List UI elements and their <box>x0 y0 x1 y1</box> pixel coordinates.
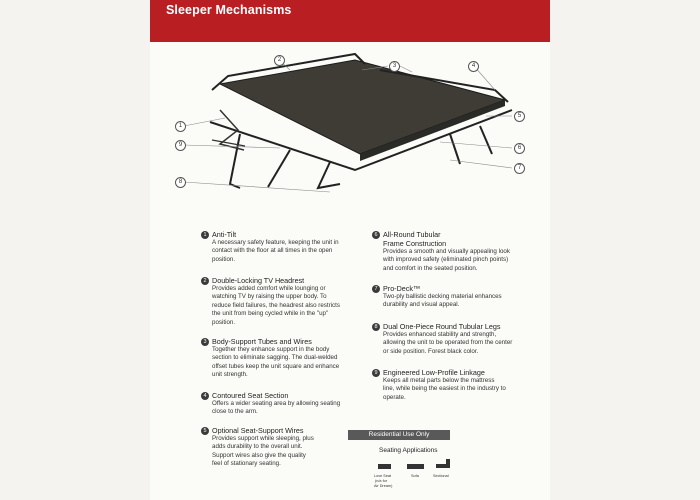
feature-title: Optional Seat-Support Wires <box>212 426 304 435</box>
sofa-icon <box>407 464 424 469</box>
diagram-callout-7: 7 <box>514 163 525 174</box>
feature-description: line, while being the easiest in the industry to <box>383 385 506 393</box>
diagram-callout-4: 4 <box>468 61 479 72</box>
sectional-icon-arm <box>446 459 450 468</box>
feature-title: Dual One-Piece Round Tubular Legs <box>383 322 501 331</box>
feature-description: allowing the unit to be operated from the center <box>383 339 513 347</box>
brochure-page <box>150 0 550 500</box>
seating-label-sofa: Sofa <box>411 474 419 478</box>
feature-description: Two-ply ballistic decking material enhances <box>383 293 502 300</box>
feature-pro-deck <box>372 284 542 310</box>
feature-contoured-seat-section <box>201 391 361 417</box>
feature-title: All-Round Tubular <box>383 230 441 239</box>
feature-description: A necessary safety feature, keeping the unit in <box>212 239 339 246</box>
feature-number: 2 <box>201 277 209 285</box>
feature-description: operate. <box>383 393 406 401</box>
feature-title: Contoured Seat Section <box>212 391 289 400</box>
diagram-callout-8: 8 <box>175 177 186 188</box>
diagram-callout-1: 1 <box>175 121 186 132</box>
feature-description: Support wires also give the quality <box>212 451 306 459</box>
feature-description: Keeps all metal parts below the mattress <box>383 377 495 384</box>
feature-number: 1 <box>201 231 209 239</box>
feature-body-support-tubes <box>201 337 361 380</box>
feature-description: watching TV by raising the upper body. To <box>212 293 327 301</box>
feature-description: Provides a smooth and visually appealing look <box>383 248 510 255</box>
loveseat-icon <box>378 464 391 469</box>
feature-description: close to the arm. <box>212 408 258 416</box>
feature-number: 3 <box>201 338 209 346</box>
feature-description: Provides support while sleeping, plus <box>212 435 314 442</box>
diagram-callout-3: 3 <box>389 61 400 72</box>
feature-description: the unit from being cycled while in the "up" <box>212 310 329 318</box>
feature-number: 7 <box>372 285 380 293</box>
diagram-callout-9: 9 <box>175 140 186 151</box>
sleeper-mechanism-illustration <box>150 42 550 212</box>
feature-all-round-tubular-frame <box>372 230 542 273</box>
feature-number: 4 <box>201 392 209 400</box>
feature-description: section to eliminate sagging. The dual-welded <box>212 354 338 362</box>
residential-use-bar: Residential Use Only <box>348 430 450 440</box>
feature-description: position. <box>212 318 236 326</box>
seating-applications-title: Seating Applications <box>379 447 438 454</box>
feature-number: 6 <box>372 231 380 239</box>
feature-description: contact with the floor at all times in the open <box>212 247 333 255</box>
seating-label-sectional: Sectional <box>433 474 449 478</box>
feature-title-line-2: Frame Construction <box>383 239 447 248</box>
feature-optional-seat-support-wires <box>201 426 361 469</box>
feature-description: reduce field failures, the headrest also restricts <box>212 301 340 309</box>
feature-description: durability and visual appeal. <box>383 301 460 309</box>
feature-number: 8 <box>372 323 380 331</box>
diagram-callout-2: 2 <box>274 55 285 66</box>
feature-description: with improved safety (eliminated pinch points) <box>383 256 509 264</box>
feature-description: position. <box>212 255 236 263</box>
feature-description: Together they enhance support in the body <box>212 346 330 353</box>
page-title: Sleeper Mechanisms <box>166 3 292 17</box>
feature-description: Provides added comfort while lounging or <box>212 285 326 292</box>
diagram-callout-6: 6 <box>514 143 525 154</box>
diagram-callout-5: 5 <box>514 111 525 122</box>
feature-title: Body-Support Tubes and Wires <box>212 337 312 346</box>
feature-title: Engineered Low-Profile Linkage <box>383 368 485 377</box>
feature-description: and comfort in the seated position. <box>383 264 478 272</box>
header-banner <box>150 0 550 42</box>
feature-dual-tubular-legs <box>372 322 542 356</box>
seating-label-loveseat-note: (n/a for <box>375 479 388 483</box>
feature-description: adds durability to the overall unit. <box>212 443 303 451</box>
seating-label-loveseat-note-2: Air Dream) <box>374 484 393 488</box>
feature-description: feel of stationary seating. <box>212 460 281 468</box>
feature-low-profile-linkage <box>372 368 542 402</box>
feature-description: offset tubes keep the unit square and enhance <box>212 362 340 370</box>
feature-number: 9 <box>372 369 380 377</box>
feature-description: or side position. Forest black color. <box>383 347 479 355</box>
feature-description: Offers a wider seating area by allowing seating <box>212 400 341 407</box>
feature-double-locking-tv-headrest <box>201 276 361 327</box>
feature-title: Double-Locking TV Headrest <box>212 276 305 285</box>
feature-number: 5 <box>201 427 209 435</box>
feature-title: Pro-Deck™ <box>383 284 421 293</box>
feature-description: unit strength. <box>212 371 248 379</box>
feature-title: Anti-Tilt <box>212 230 237 239</box>
seating-label-loveseat: Love Seat <box>374 474 392 478</box>
feature-description: Provides enhanced stability and strength, <box>383 331 497 338</box>
feature-anti-tilt <box>201 230 361 264</box>
